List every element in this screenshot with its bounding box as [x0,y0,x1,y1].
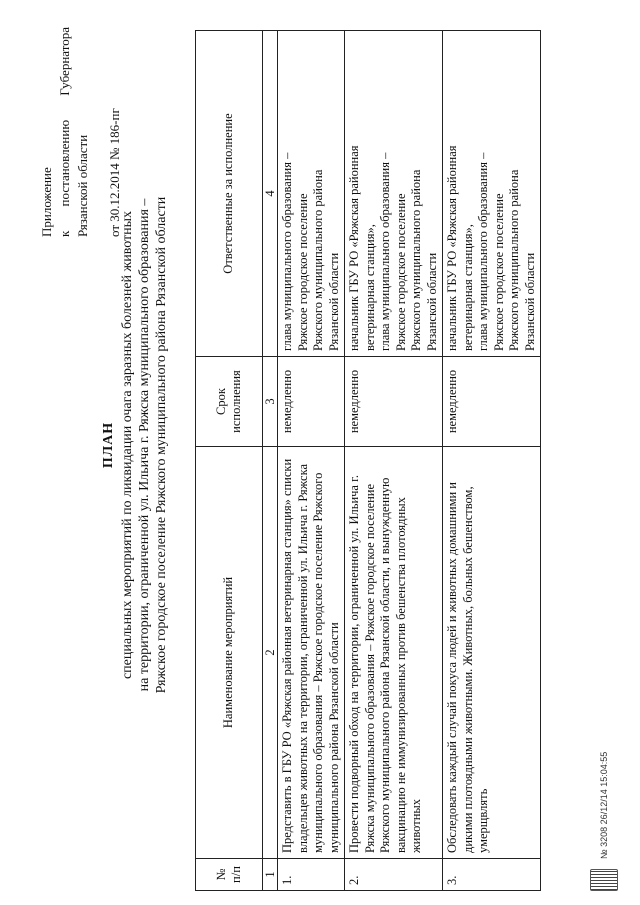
table-row [278,31,345,891]
responsible-line: начальник ГБУ РО «Ряжская районная [445,145,459,351]
row-number: 3. [443,859,541,891]
responsible-line: глава муниципального образования – [476,152,490,351]
responsible-line: Рязанской области [326,252,341,351]
table-row [443,31,541,891]
row-measure: Провести подворный обход на территории, ограниченной ул. Ильича г. Ряжска муниципального образования – Ряжское городское поселение Ряжского муниципального района Рязанской области, и вынужденную вакцинацию не иммунизированных против бешенства плотоядных животных [345,447,443,859]
appendix-region: Рязанской области [75,134,90,237]
appendix-word-k: к [57,230,72,237]
responsible-line: Рязанской области [424,252,439,351]
plan-subtitle-line-2: на территории, ограниченной ул. Ильича г. Ряжска муниципального образования – [137,198,152,692]
header-responsible: Ответственные за исполнение [196,31,263,357]
responsible-line: начальник ГБУ РО «Ряжская районная [347,145,361,351]
plan-subtitle-line-3: Ряжское городское поселение Ряжского муниципального района Рязанской области [154,196,169,694]
responsible-line: Рязанской области [522,252,537,351]
plan-subtitle-line-1: специальных мероприятий по ликвидации очага заразных болезней животных [120,210,135,680]
responsible-line: Ряжское городское поселение [491,193,506,351]
row-deadline: немедленно [345,357,443,447]
column-numbers-row [263,31,278,891]
plan-table [195,30,541,891]
column-number: 4 [263,31,278,357]
row-measure: Обследовать каждый случай покуса людей и животных домашними и дикими плотоядными животными. Животных, больных бешенством, умерщвлять [443,447,541,859]
row-number: 2. [345,859,443,891]
header-name: Наименование мероприятий [196,447,263,859]
header-deadline: Срок исполнения [196,357,263,447]
registration-stamp [590,752,618,891]
table-row [345,31,443,891]
responsible-line: ветеринарная станция», [362,224,377,351]
row-number: 1. [278,859,345,891]
row-deadline: немедленно [443,357,541,447]
row-deadline: немедленно [278,357,345,447]
responsible-line: Ряжского муниципального района [409,169,423,351]
row-responsible [345,31,443,357]
responsible-line: глава муниципального образования – [378,152,392,351]
registration-number: № 3208 26/12/14 15:04:55 [599,751,609,859]
row-measure: Представить в ГБУ РО «Ряжская районная ветеринарная станция» списки владельцев животных на территории, ограниченной ул. Ильича г. Ряжска муниципального образования – Ряжское городское поселение Ряжского муниципального района Рязанской области [278,447,345,859]
appendix-word-governor: Губернатора [57,27,72,96]
plan-heading: ПЛАН [101,421,116,469]
responsible-line: Ряжского муниципального района [507,169,521,351]
appendix-word-resolution: постановлению [57,119,72,207]
responsible-line: Ряжского муниципального района [311,169,325,351]
row-responsible [443,31,541,357]
table-header-row [196,31,263,891]
column-number: 1 [263,859,278,891]
plan-title [100,165,170,725]
header-num: № п/п [196,859,263,891]
responsible-line: глава муниципального образования – [280,152,294,351]
column-number: 2 [263,447,278,859]
column-number: 3 [263,357,278,447]
appendix-title: Приложение [39,167,54,237]
row-responsible [278,31,345,357]
barcode-icon [590,869,618,891]
appendix-date-number: от 30.12.2014 № 186-пг [107,108,122,237]
appendix-row [56,27,74,237]
responsible-line: ветеринарная станция», [460,224,475,351]
responsible-line: Ряжское городское поселение [295,193,310,351]
responsible-line: Ряжское городское поселение [393,193,408,351]
